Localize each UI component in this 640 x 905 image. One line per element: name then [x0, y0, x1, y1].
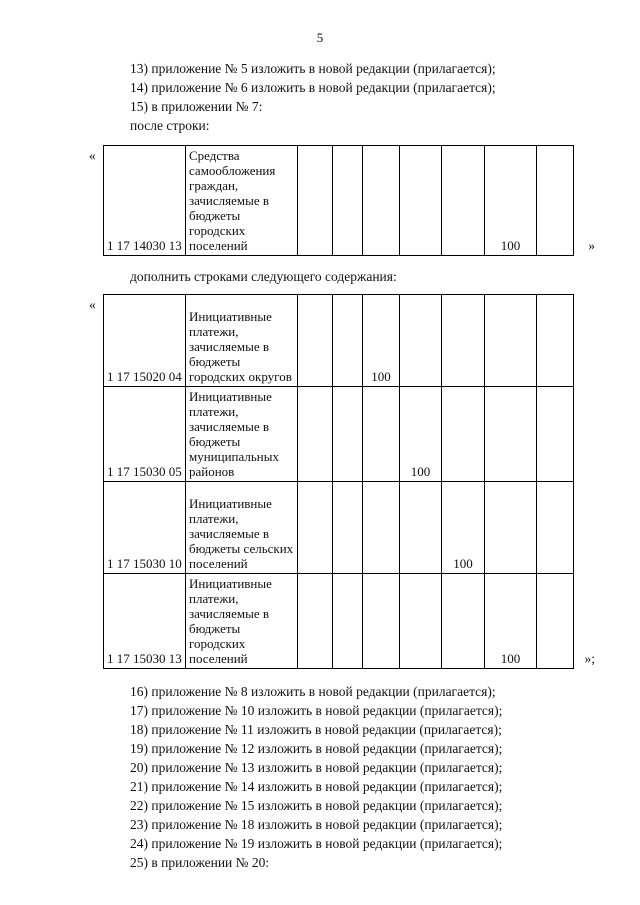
list-item-24: 24) приложение № 19 изложить в новой редакции (прилагается);	[130, 836, 503, 851]
closing-list	[0, 682, 640, 872]
value-cell: 100	[485, 146, 537, 256]
code-cell: 1 17 15020 04	[104, 295, 186, 387]
value-cell	[400, 295, 442, 387]
value-cell: 100	[400, 387, 442, 482]
list-item-15: 15) в приложении № 7:	[130, 99, 263, 114]
value-cell	[442, 295, 485, 387]
open-quote-mark: «	[89, 297, 96, 312]
table-row	[104, 574, 574, 669]
value-cell	[363, 146, 400, 256]
budget-table-2-wrap	[89, 294, 595, 669]
list-item-19: 19) приложение № 12 изложить в новой редакции (прилагается);	[130, 741, 503, 756]
value-cell	[442, 387, 485, 482]
close-quote-mark: »;	[584, 651, 595, 666]
list-item-25: 25) в приложении № 20:	[130, 855, 270, 870]
value-cell	[298, 574, 333, 669]
table-row	[104, 146, 574, 256]
supplement-rows-label: дополнить строками следующего содержания:	[130, 269, 397, 284]
name-cell: Инициативные платежи, зачисляемые в бюджеты городских поселений	[186, 574, 298, 669]
value-cell	[333, 482, 363, 574]
budget-table-2	[103, 294, 574, 669]
value-cell	[333, 295, 363, 387]
value-cell	[400, 146, 442, 256]
list-item-18: 18) приложение № 11 изложить в новой редакции (прилагается);	[130, 722, 502, 737]
after-row-label: после строки:	[130, 118, 210, 133]
budget-table-1-wrap	[89, 145, 595, 256]
list-item-14: 14) приложение № 6 изложить в новой редакции (прилагается);	[130, 80, 496, 95]
table-row	[104, 295, 574, 387]
code-cell: 1 17 15030 13	[104, 574, 186, 669]
list-item-16: 16) приложение № 8 изложить в новой редакции (прилагается);	[130, 684, 496, 699]
list-item-17: 17) приложение № 10 изложить в новой редакции (прилагается);	[130, 703, 503, 718]
value-cell	[400, 574, 442, 669]
name-cell: Инициативные платежи, зачисляемые в бюджеты городских округов	[186, 295, 298, 387]
value-cell	[363, 482, 400, 574]
name-cell: Средства самообложения граждан, зачисляемые в бюджеты городских поселений	[186, 146, 298, 256]
value-cell	[537, 295, 574, 387]
value-cell	[363, 574, 400, 669]
value-cell	[333, 574, 363, 669]
value-cell	[537, 482, 574, 574]
list-item-20: 20) приложение № 13 изложить в новой редакции (прилагается);	[130, 760, 503, 775]
name-cell: Инициативные платежи, зачисляемые в бюджеты сельских поселений	[186, 482, 298, 574]
value-cell: 100	[442, 482, 485, 574]
value-cell	[363, 387, 400, 482]
list-item-21: 21) приложение № 14 изложить в новой редакции (прилагается);	[130, 779, 503, 794]
value-cell	[537, 387, 574, 482]
close-quote-mark: »	[588, 238, 595, 253]
value-cell	[485, 295, 537, 387]
open-quote-mark: «	[89, 148, 96, 163]
value-cell: 100	[363, 295, 400, 387]
value-cell	[298, 295, 333, 387]
value-cell	[400, 482, 442, 574]
value-cell: 100	[485, 574, 537, 669]
table-row	[104, 482, 574, 574]
value-cell	[298, 482, 333, 574]
value-cell	[333, 146, 363, 256]
value-cell	[537, 146, 574, 256]
value-cell	[442, 574, 485, 669]
list-item-22: 22) приложение № 15 изложить в новой редакции (прилагается);	[130, 798, 503, 813]
value-cell	[442, 146, 485, 256]
table-row	[104, 387, 574, 482]
value-cell	[298, 146, 333, 256]
name-cell: Инициативные платежи, зачисляемые в бюджеты муниципальных районов	[186, 387, 298, 482]
code-cell: 1 17 15030 10	[104, 482, 186, 574]
list-item-23: 23) приложение № 18 изложить в новой редакции (прилагается);	[130, 817, 503, 832]
value-cell	[537, 574, 574, 669]
list-item-13: 13) приложение № 5 изложить в новой редакции (прилагается);	[130, 61, 496, 76]
budget-table-1	[103, 145, 574, 256]
value-cell	[485, 482, 537, 574]
code-cell: 1 17 15030 05	[104, 387, 186, 482]
value-cell	[333, 387, 363, 482]
page-number: 5	[316, 30, 324, 45]
code-cell: 1 17 14030 13	[104, 146, 186, 256]
value-cell	[485, 387, 537, 482]
value-cell	[298, 387, 333, 482]
